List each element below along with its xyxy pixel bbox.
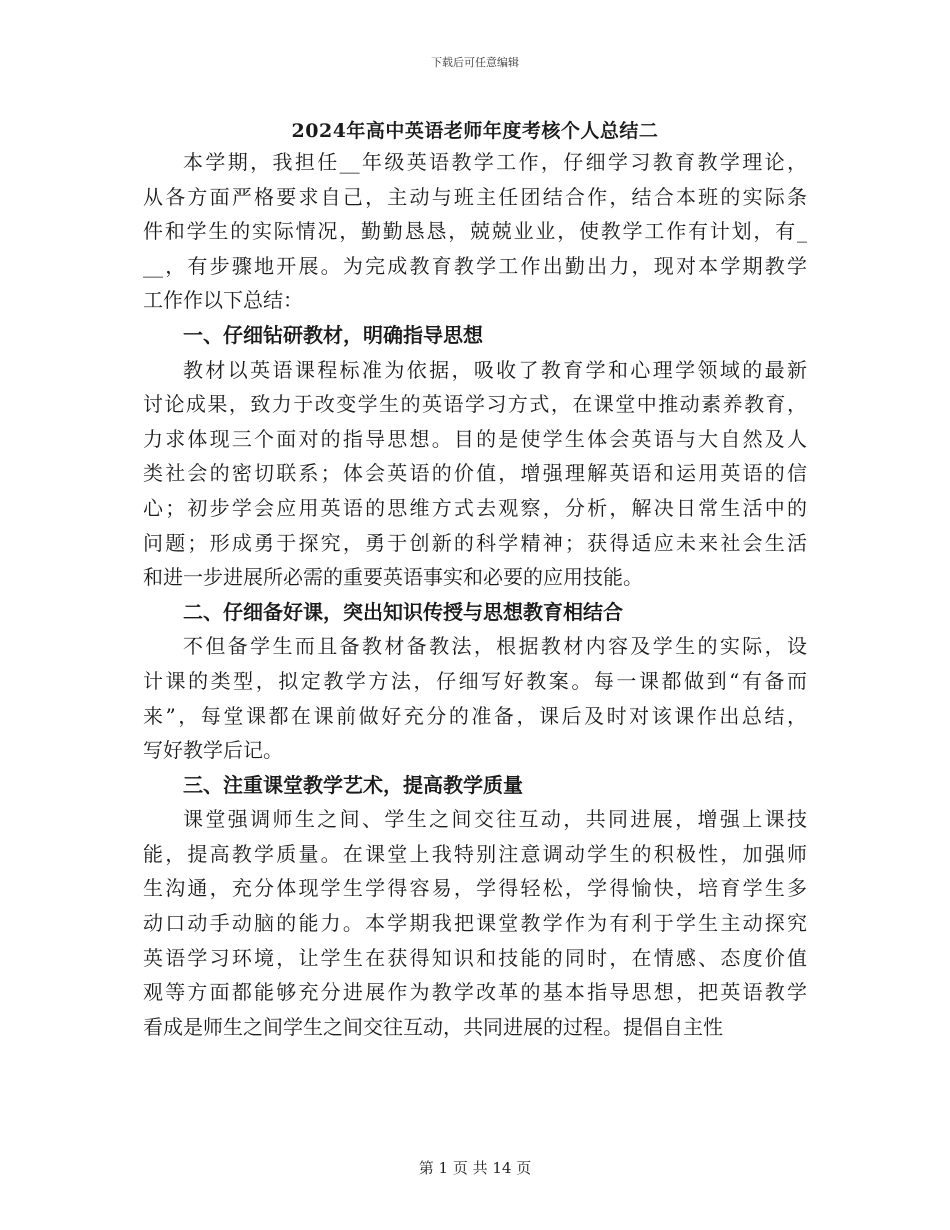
page-number: 第 1 页 共 14 页 <box>418 1159 532 1177</box>
paragraph-line: 写好教学后记。 <box>143 738 283 763</box>
paragraph-line: 英语学习环境，让学生在获得知识和技能的同时，在情感、态度价值 <box>143 945 807 970</box>
paragraph-line: 生沟通，充分体现学生学得容易，学得轻松，学得愉快，培育学生多 <box>143 876 807 901</box>
header-note: 下载后可任意编辑 <box>431 56 519 69</box>
section-heading: 二、仔细备好课，突出知识传授与思想教育相结合 <box>183 599 623 624</box>
paragraph-line: 类社会的密切联系；体会英语的价值，增强理解英语和运用英语的信 <box>143 461 807 486</box>
paragraph-line: 从各方面严格要求自己，主动与班主任团结合作，结合本班的实际条 <box>143 184 807 209</box>
paragraph-line: 本学期，我担任__年级英语教学工作，仔细学习教育教学理论， <box>183 150 807 174</box>
document-body <box>143 145 807 1044</box>
section-heading: 一、仔细钻研教材，明确指导思想 <box>183 322 483 347</box>
paragraph-line: 心；初步学会应用英语的思维方式去观察，分析，解决日常生活中的 <box>143 495 807 520</box>
paragraph-line: 教材以英语课程标准为依据，吸收了教育学和心理学领域的最新 <box>183 357 807 382</box>
paragraph-line: 力求体现三个面对的指导思想。目的是使学生体会英语与大自然及人 <box>143 426 807 451</box>
paragraph-line: 来”，每堂课都在课前做好充分的准备，课后及时对该课作出总结， <box>143 703 807 728</box>
paragraph-line: 计课的类型，拟定教学方法，仔细写好教案。每一课都做到“有备而 <box>143 668 807 693</box>
section-heading: 三、注重课堂教学艺术，提高教学质量 <box>183 772 523 797</box>
paragraph-line: 看成是师生之间学生之间交往互动，共同进展的过程。提倡自主性 <box>143 1014 723 1039</box>
paragraph-line: 不但备学生而且备教材备教法，根据教材内容及学生的实际，设 <box>183 634 807 659</box>
paragraph-line: 讨论成果，致力于改变学生的英语学习方式，在课堂中推动素养教育， <box>143 392 807 417</box>
paragraph-line: 能，提高教学质量。在课堂上我特别注意调动学生的积极性，加强师 <box>143 841 807 866</box>
paragraph-line: 件和学生的实际情况，勤勤恳恳，兢兢业业，使教学工作有计划，有_ <box>143 219 807 244</box>
document-title: 2024年高中英语老师年度考核个人总结二 <box>291 120 659 142</box>
paragraph-line: 和进一步进展所必需的重要英语事实和必要的应用技能。 <box>143 565 643 590</box>
paragraph-line: 观等方面都能够充分进展作为教学改革的基本指导思想，把英语教学 <box>143 980 807 1005</box>
paragraph-line: __，有步骤地开展。为完成教育教学工作出勤出力，现对本学期教学 <box>143 253 807 278</box>
paragraph-line: 问题；形成勇于探究，勇于创新的科学精神；获得适应未来社会生活 <box>143 530 807 555</box>
paragraph-line: 工作作以下总结： <box>143 288 303 313</box>
paragraph-line: 课堂强调师生之间、学生之间交往互动，共同进展，增强上课技 <box>183 807 807 832</box>
paragraph-line: 动口动手动脑的能力。本学期我把课堂教学作为有利于学生主动探究 <box>143 911 807 936</box>
